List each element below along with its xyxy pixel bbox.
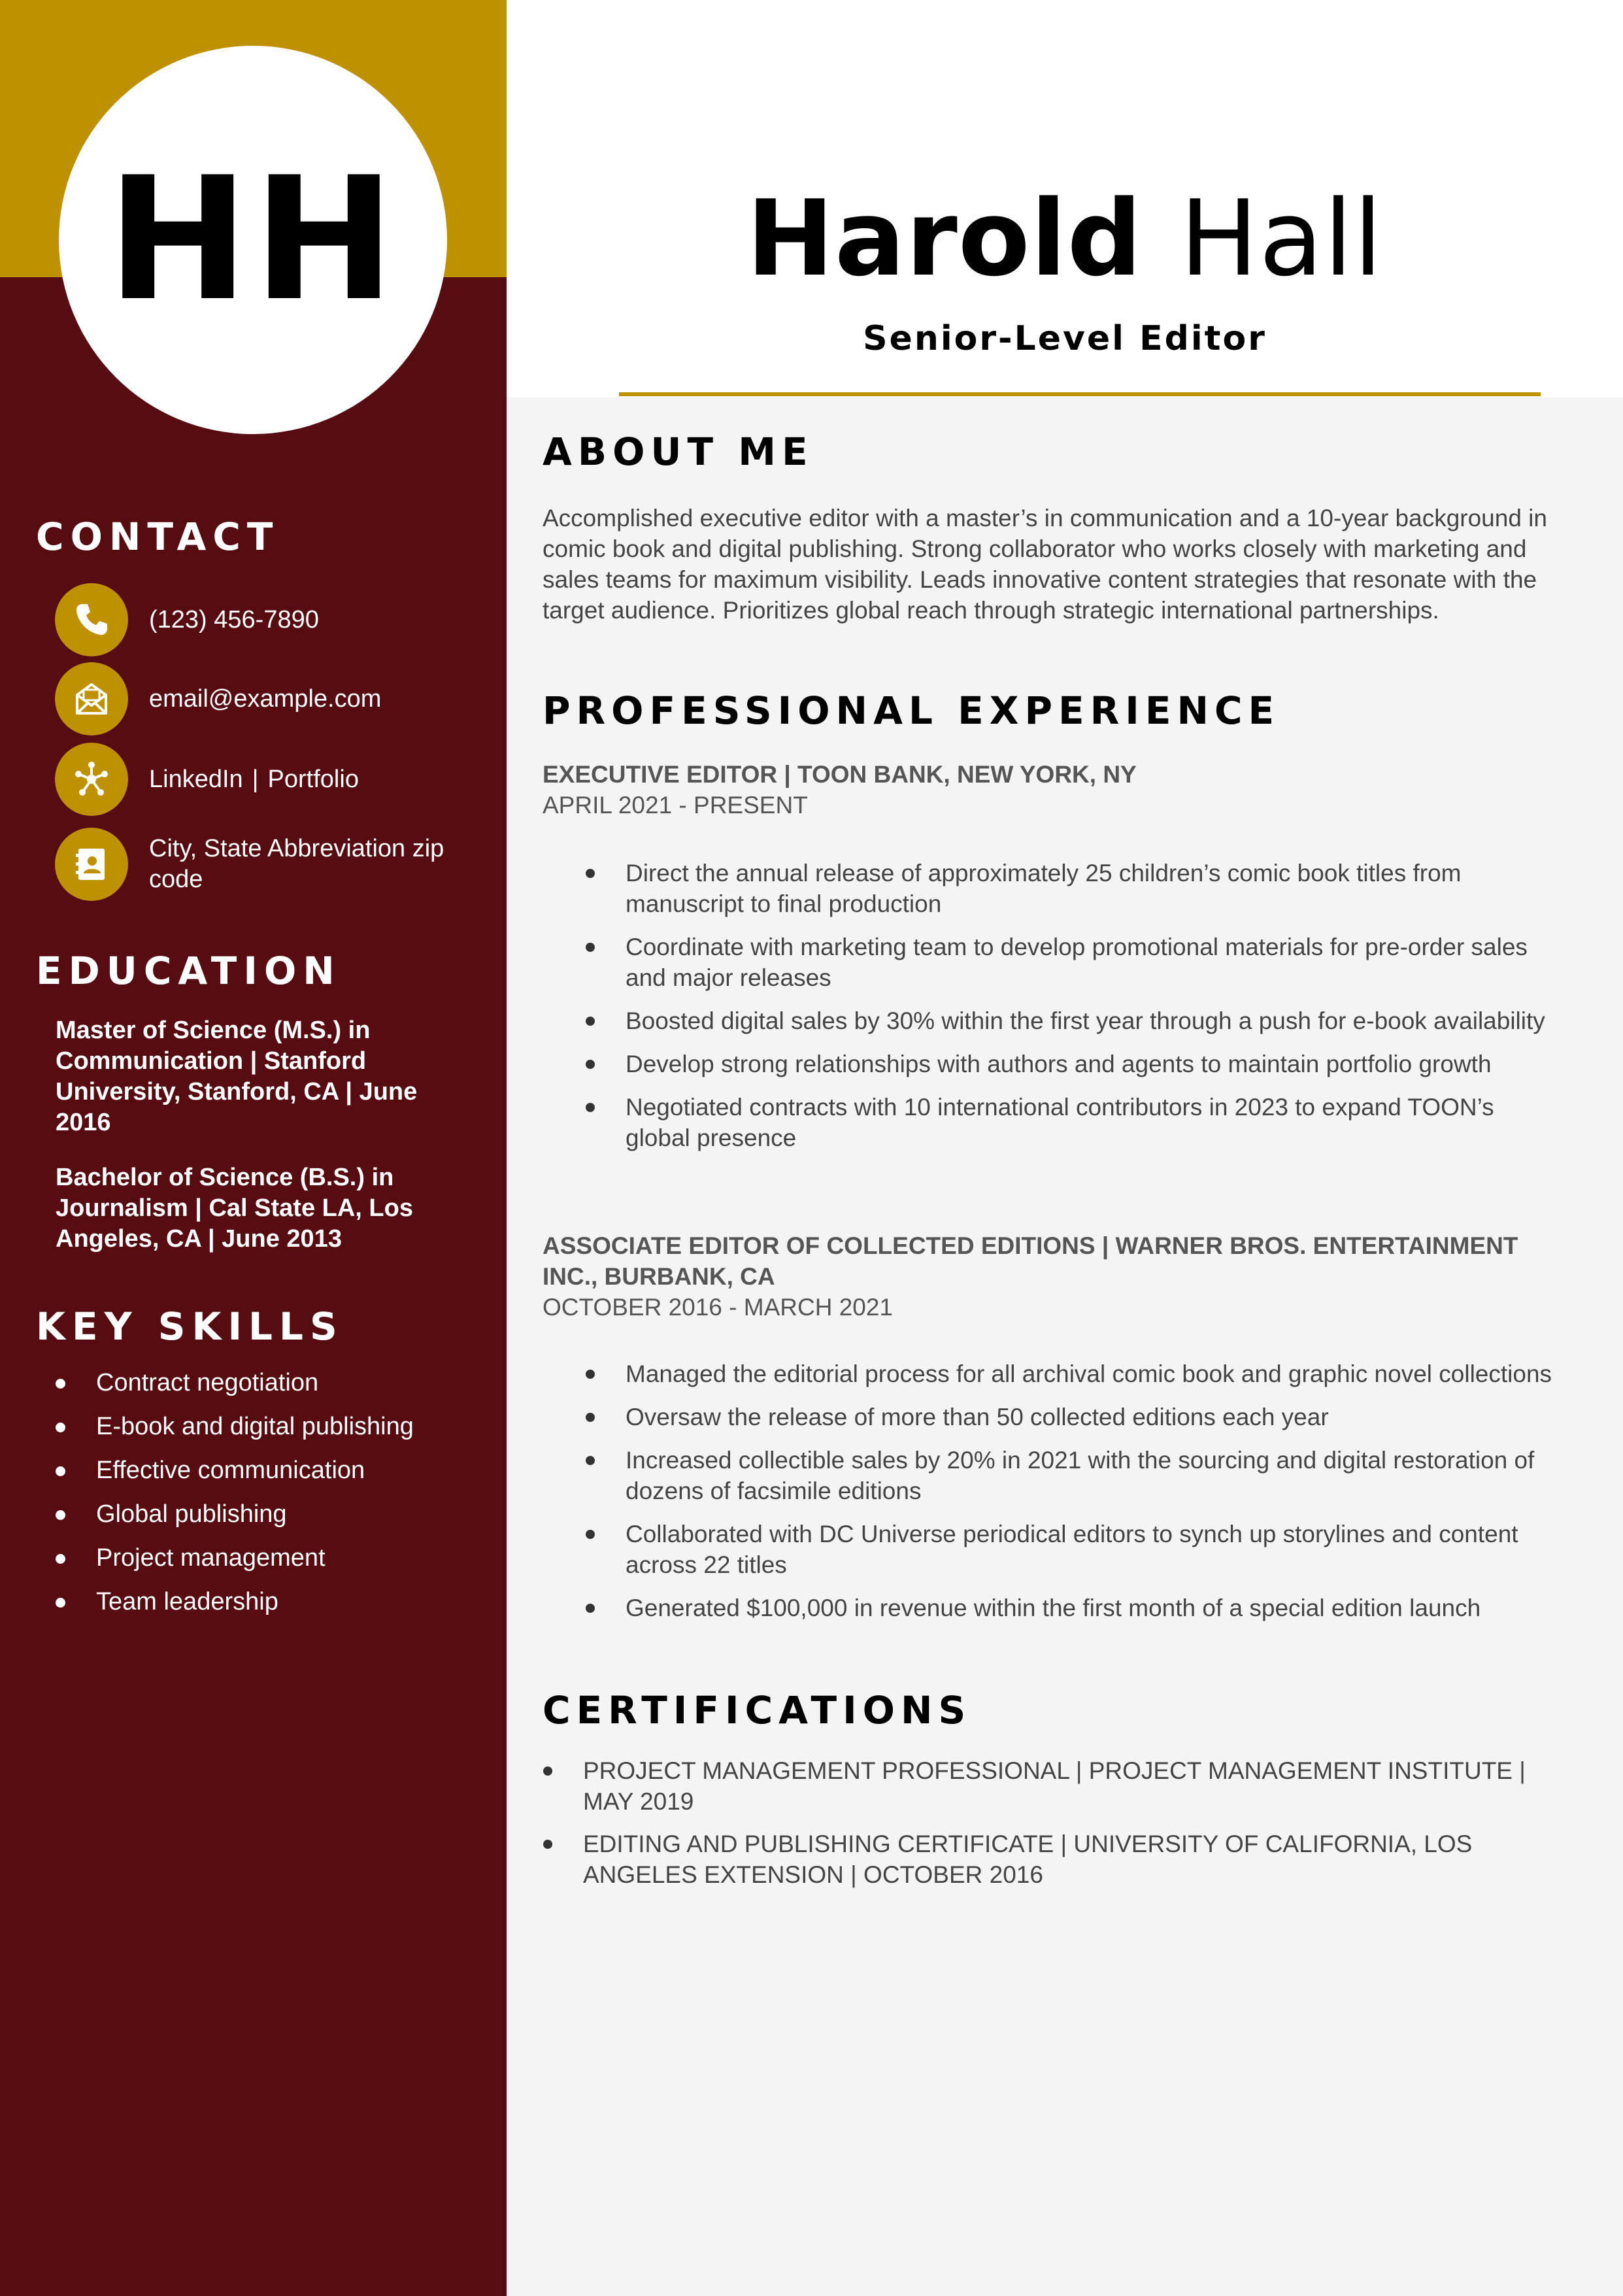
job-bullet: Increased collectible sales by 20% in 2021 with the sourcing and digital restoration of dozens of facsimile editions — [626, 1445, 1560, 1506]
about-text: Accomplished executive editor with a master’s in communication and a 10-year background in comic book and digital publishing. Strong collaborator who works closely with marketing and sales teams for maximum visibility. Leads innovative content strategies that resonate with the target audience. Prioritizes global reach through strategic international partnerships. — [543, 505, 1547, 624]
phone-number: (123) 456-7890 — [149, 605, 319, 633]
profile-links — [149, 764, 359, 795]
job-bullet: Direct the annual release of approximately 25 children’s comic book titles from manuscript to final production — [626, 858, 1560, 919]
certification-item: PROJECT MANAGEMENT PROFESSIONAL | PROJECT MANAGEMENT INSTITUTE | MAY 2019 — [583, 1755, 1564, 1817]
skill-item: Global publishing — [56, 1499, 414, 1543]
skills-list — [56, 1368, 414, 1630]
sidebar — [0, 0, 507, 2296]
job-bullet: Oversaw the release of more than 50 collected editions each year — [626, 1402, 1560, 1432]
job-bullet: Boosted digital sales by 30% within the first year through a push for e-book availability — [626, 1005, 1560, 1036]
contact-heading: CONTACT — [36, 515, 280, 559]
address-text: City, State Abbreviation zip code — [149, 835, 444, 893]
job-title: Senior-Level Editor — [863, 319, 1267, 358]
contact-address — [55, 828, 499, 901]
last-name: Hall — [1179, 177, 1384, 299]
skill-item: E-book and digital publishing — [56, 1411, 414, 1455]
job-bullets — [626, 858, 1560, 1166]
education-item: Bachelor of Science (B.S.) in Journalism | Cal State LA, Los Angeles, CA | June 2013 — [56, 1164, 413, 1253]
education-heading: EDUCATION — [36, 949, 341, 993]
about-heading: ABOUT ME — [543, 430, 814, 474]
candidate-name — [507, 177, 1623, 299]
link-separator: | — [252, 765, 259, 793]
job-bullets — [626, 1359, 1560, 1636]
email-icon — [55, 662, 128, 735]
certifications-heading: CERTIFICATIONS — [543, 1688, 972, 1732]
monogram-circle — [59, 46, 447, 434]
skill-item: Effective communication — [56, 1455, 414, 1499]
experience-heading: PROFESSIONAL EXPERIENCE — [543, 688, 1280, 733]
skill-item: Project management — [56, 1543, 414, 1587]
linkedin-link[interactable]: LinkedIn — [149, 765, 243, 793]
contact-card-icon — [55, 828, 128, 901]
main-content-background — [507, 397, 1623, 2296]
job-title-company: EXECUTIVE EDITOR | TOON BANK, NEW YORK, NY — [543, 761, 1137, 788]
key-skills-heading: KEY SKILLS — [36, 1304, 344, 1349]
job-bullet: Develop strong relationships with authors and agents to maintain portfolio growth — [626, 1049, 1560, 1079]
job-dates: OCTOBER 2016 - MARCH 2021 — [543, 1294, 894, 1321]
first-name: Harold — [746, 177, 1143, 299]
contact-phone — [55, 583, 499, 656]
skill-item: Team leadership — [56, 1587, 414, 1630]
job-title-company: ASSOCIATE EDITOR OF COLLECTED EDITIONS | WARNER BROS. ENTERTAINMENT INC., BURBANK, CA — [543, 1232, 1518, 1290]
phone-icon — [55, 583, 128, 656]
monogram-initials: HH — [107, 141, 399, 339]
contact-links — [55, 743, 499, 816]
title-divider — [619, 392, 1541, 396]
job-bullet: Generated $100,000 in revenue within the first month of a special edition launch — [626, 1593, 1560, 1623]
job-bullet: Collaborated with DC Universe periodical editors to synch up storylines and content across 22 titles — [626, 1519, 1560, 1580]
job-dates: APRIL 2021 - PRESENT — [543, 792, 808, 819]
contact-email — [55, 662, 499, 735]
email-address: email@example.com — [149, 684, 382, 713]
certifications-list — [583, 1755, 1564, 1902]
certification-item: EDITING AND PUBLISHING CERTIFICATE | UNIVERSITY OF CALIFORNIA, LOS ANGELES EXTENSION | OCTOBER 2016 — [583, 1829, 1564, 1890]
job-bullet: Negotiated contracts with 10 international contributors in 2023 to expand TOON’s global presence — [626, 1092, 1560, 1153]
job-bullet: Managed the editorial process for all archival comic book and graphic novel collections — [626, 1359, 1560, 1389]
skill-item: Contract negotiation — [56, 1368, 414, 1411]
portfolio-link[interactable]: Portfolio — [267, 765, 359, 793]
job-bullet: Coordinate with marketing team to develop promotional materials for pre-order sales and major releases — [626, 932, 1560, 993]
education-item: Master of Science (M.S.) in Communication | Stanford University, Stanford, CA | June 2016 — [56, 1017, 418, 1136]
network-icon — [55, 743, 128, 816]
